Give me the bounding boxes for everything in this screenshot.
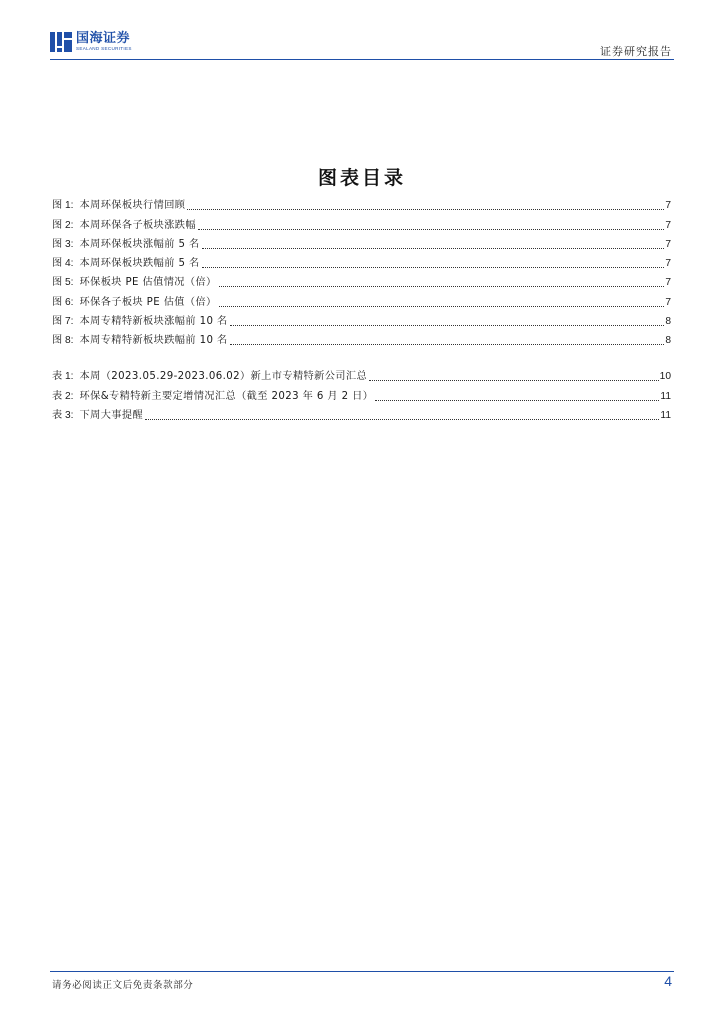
toc-label: 图 7: <box>52 316 74 328</box>
toc-entry-figure-5[interactable] <box>52 270 671 289</box>
toc-title: 环保各子板块 PE 估值（倍） <box>79 296 217 308</box>
logo-chinese-name: 国海证券 <box>76 31 131 47</box>
dot-leader <box>219 285 665 287</box>
toc-entry-table-1[interactable] <box>52 364 671 383</box>
footer-disclaimer: 请务必阅读正文后免责条款部分 <box>52 980 194 991</box>
dot-leader <box>202 247 665 249</box>
dot-leader <box>230 324 665 326</box>
dot-leader <box>145 418 659 420</box>
toc-title: 本周环保板块涨幅前 5 名 <box>79 238 200 250</box>
company-logo <box>50 31 132 53</box>
toc-page: 11 <box>660 390 671 402</box>
toc-page: 10 <box>659 371 671 383</box>
dot-leader <box>202 266 665 268</box>
toc-title: 环保板块 PE 估值情况（倍） <box>79 277 217 289</box>
page-title: 图表目录 <box>317 167 406 189</box>
toc-page: 7 <box>665 219 671 231</box>
dot-leader <box>375 399 659 401</box>
toc-label: 图 6: <box>52 296 74 308</box>
toc-entry-figure-4[interactable] <box>52 251 671 270</box>
toc-label: 图 3: <box>52 238 74 250</box>
toc-label: 图 5: <box>52 277 74 289</box>
dot-leader <box>230 343 665 345</box>
toc-entry-figure-3[interactable] <box>52 232 671 251</box>
report-type: 证券研究报告 <box>600 45 672 58</box>
sealand-logo-icon <box>50 32 72 52</box>
toc-label: 图 2: <box>52 219 74 231</box>
logo-english-name: SEALAND SECURITIES <box>76 46 132 52</box>
figure-list <box>52 193 671 347</box>
table-list <box>52 364 671 422</box>
toc-entry-figure-6[interactable] <box>52 289 671 308</box>
footer-divider <box>50 971 674 972</box>
toc-label: 表 3: <box>52 409 74 421</box>
dot-leader <box>187 208 664 210</box>
toc-title: 本周环保板块行情回顾 <box>79 200 186 212</box>
toc-label: 图 8: <box>52 335 74 347</box>
toc-entry-table-3[interactable] <box>52 403 671 422</box>
toc-entry-figure-2[interactable] <box>52 212 671 231</box>
toc-title: 下周大事提醒 <box>79 409 144 421</box>
toc-page: 11 <box>660 409 671 421</box>
toc-label: 图 4: <box>52 258 74 270</box>
dot-leader <box>369 379 659 381</box>
header-divider <box>50 59 674 60</box>
toc-title: 本周专精特新板块涨幅前 10 名 <box>79 316 228 328</box>
toc-title: 本周专精特新板块跌幅前 10 名 <box>79 335 228 347</box>
toc-entry-figure-1[interactable] <box>52 193 671 212</box>
toc-page: 7 <box>665 296 671 308</box>
toc-label: 表 2: <box>52 390 74 402</box>
toc-entry-figure-7[interactable] <box>52 309 671 328</box>
toc-page: 7 <box>665 277 671 289</box>
page-number: 4 <box>664 973 672 989</box>
toc-label: 图 1: <box>52 200 74 212</box>
toc-title: 本周（2023.05.29-2023.06.02）新上市专精特新公司汇总 <box>79 371 368 383</box>
toc-title: 环保&专精特新主要定增情况汇总（截至 2023 年 6 月 2 日） <box>79 390 374 402</box>
toc-title: 本周环保板块跌幅前 5 名 <box>79 258 200 270</box>
toc-entry-table-2[interactable] <box>52 383 671 402</box>
toc-title: 本周环保各子板块涨跌幅 <box>79 219 196 231</box>
toc-page: 8 <box>665 316 671 328</box>
toc-page: 7 <box>665 258 671 270</box>
toc-label: 表 1: <box>52 371 74 383</box>
toc-entry-figure-8[interactable] <box>52 328 671 347</box>
dot-leader <box>198 228 664 230</box>
dot-leader <box>219 305 665 307</box>
toc-page: 7 <box>665 238 671 250</box>
toc-page: 8 <box>665 335 671 347</box>
toc-page: 7 <box>665 200 671 212</box>
